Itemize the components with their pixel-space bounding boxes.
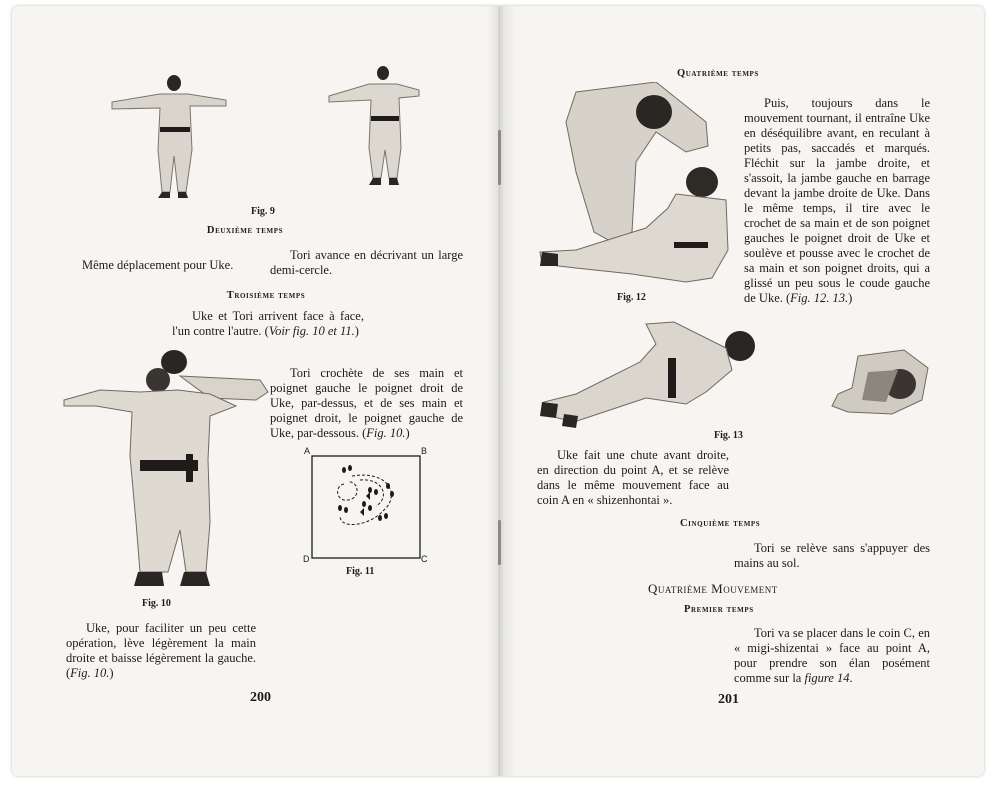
- heading-cinquieme-temps: Cinquième temps: [680, 518, 761, 529]
- corner-label-a: A: [304, 446, 311, 456]
- binding-staple-bottom: [498, 520, 501, 565]
- page-number-201: 201: [718, 692, 739, 707]
- uke-deplacement-text: Même déplacement pour Uke.: [82, 258, 234, 272]
- heading-quatrieme-mouvement: Quatrième Mouvement: [648, 581, 778, 596]
- fig12-photo: [536, 82, 736, 292]
- corner-label-d: D: [303, 554, 310, 564]
- heading-deuxieme-temps: Deuxième temps: [206, 225, 284, 236]
- fig13-photo-roll: [828, 348, 930, 418]
- tori-avance-text: Tori avance en décrivant un large demi-cercle.: [270, 248, 463, 277]
- tori-placer-text: Tori va se placer dans le coin C, en « migi-shizentai » face au point A, pour prendre son élan posément comme sur la figure 14.: [734, 626, 930, 685]
- fig10-caption: Fig. 10: [142, 598, 171, 609]
- binding-staple-top: [498, 130, 501, 185]
- fig11-diagram: [300, 446, 430, 566]
- fig11-caption: Fig. 11: [346, 566, 375, 577]
- page-number-200: 200: [250, 690, 271, 705]
- fig10-photo: [60, 350, 272, 598]
- tori-releve-text: Tori se relève sans s'appuyer des mains au sol.: [734, 541, 930, 570]
- puis-toujours-text: Puis, toujours dans le mouvement tournant, il entraîne Uke en déséquilibre avant, en reculant à petits pas, saccadés et marqués. Fléchit sur la jambe droite, et s'assoit, la jambe gauche en barrage devant la jambe droite de Uke. Dans le même temps, il tire avec le crochet de sa main et de son poignet gauches le poignet droit de Uke et soulève et pousse avec le crochet de sa main et son poignet droits, qui a glissé un peu sous le coude gauche de Uke. (Fig. 12. 13.): [744, 96, 930, 305]
- fig13-caption: Fig. 13: [714, 430, 743, 441]
- fig9-photo-back: [325, 64, 423, 190]
- fig9-photo-front: [108, 72, 230, 204]
- corner-label-b: B: [421, 446, 428, 456]
- fig9-caption: Fig. 9: [251, 206, 275, 217]
- face-a-face-text: Uke et Tori arrivent face à face, l'un contre l'autre. (Voir fig. 10 et 11.): [172, 309, 364, 338]
- fig11-footwork-diagram: [300, 446, 430, 566]
- book-gutter: [486, 6, 516, 776]
- heading-premier-temps: Premier temps: [684, 604, 754, 615]
- uke-faciliter-text: Uke, pour faciliter un peu cette opération, lève légèrement la main droite et baisse légèrement la gauche. (Fig. 10.): [66, 621, 256, 680]
- tori-crochete-text: Tori crochète de ses main et poignet gauche le poignet droit de Uke, par-dessus, et de ses main et poignet droit, le poignet gauche de Uke, par-dessous. (Fig. 10.): [270, 366, 463, 440]
- fig12-caption: Fig. 12: [617, 292, 646, 303]
- corner-label-c: C: [421, 554, 428, 564]
- uke-chute-text: Uke fait une chute avant droite, en direction du point A, et se relève dans le même mouvement face au coin A en « shizenhontai ».: [537, 448, 729, 507]
- heading-troisieme-temps: Troisième temps: [226, 290, 306, 301]
- fig13-photo-fall: [536, 318, 762, 430]
- heading-quatrieme-temps: Quatrième temps: [677, 68, 759, 79]
